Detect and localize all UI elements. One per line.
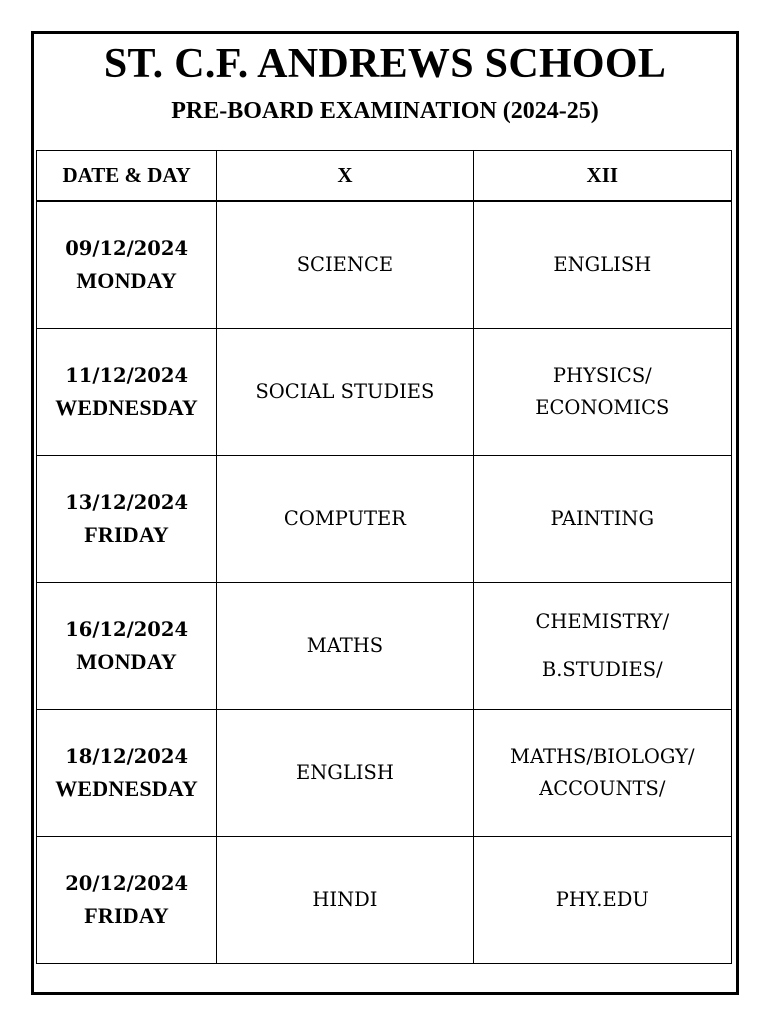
class-x-subject: COMPUTER xyxy=(283,507,406,530)
exam-date: 11/12/2024 xyxy=(65,364,189,387)
exam-date: 16/12/2024 xyxy=(65,618,189,641)
table-row xyxy=(37,201,732,329)
class-x-subject-cell xyxy=(217,583,473,710)
date-day-cell xyxy=(37,583,217,710)
table-row xyxy=(37,456,732,583)
class-x-subject: MATHS xyxy=(306,634,384,657)
class-xii-subject: PHYSICS/ xyxy=(552,364,652,387)
class-xii-subject: ENGLISH xyxy=(553,253,652,276)
exam-day: FRIDAY xyxy=(84,522,169,547)
class-xii-subject-cell xyxy=(473,837,731,964)
date-day-cell xyxy=(37,456,217,583)
exam-title: PRE-BOARD EXAMINATION (2024-25) xyxy=(171,98,599,124)
class-x-subject-cell xyxy=(217,201,473,329)
class-xii-subject: CHEMISTRY/ xyxy=(535,610,670,633)
date-day-cell xyxy=(37,837,217,964)
class-x-subject: HINDI xyxy=(312,888,378,911)
class-xii-subject-cell xyxy=(473,456,731,583)
table-row xyxy=(37,837,732,964)
header-date-day: DATE & DAY xyxy=(37,151,217,202)
exam-day: MONDAY xyxy=(76,268,177,293)
class-xii-subject: B.STUDIES/ xyxy=(541,658,663,681)
class-x-subject-cell xyxy=(217,710,473,837)
table-row xyxy=(37,583,732,710)
table-row xyxy=(37,329,732,456)
class-xii-subject-cell xyxy=(473,201,731,329)
header-class-xii: XII xyxy=(473,151,731,202)
exam-schedule-table xyxy=(36,150,732,964)
exam-day: MONDAY xyxy=(76,649,177,674)
class-xii-subject-cell xyxy=(473,710,731,837)
class-xii-subject-cell xyxy=(473,583,731,710)
class-xii-subject: ACCOUNTS/ xyxy=(539,777,666,800)
date-day-cell xyxy=(37,710,217,837)
exam-date: 09/12/2024 xyxy=(65,237,189,260)
date-day-cell xyxy=(37,201,217,329)
date-day-cell xyxy=(37,329,217,456)
document-frame xyxy=(31,31,739,995)
class-x-subject-cell xyxy=(217,837,473,964)
exam-date: 18/12/2024 xyxy=(65,745,189,768)
table-header-row xyxy=(37,151,732,202)
class-xii-subject: PHY.EDU xyxy=(555,888,649,911)
header-class-x: X xyxy=(217,151,473,202)
school-name: ST. C.F. ANDREWS SCHOOL xyxy=(103,41,667,87)
exam-day: WEDNESDAY xyxy=(55,776,199,801)
class-x-subject-cell xyxy=(217,329,473,456)
class-x-subject: SCIENCE xyxy=(296,253,394,276)
exam-day: FRIDAY xyxy=(84,903,169,928)
class-xii-subject-cell xyxy=(473,329,731,456)
class-xii-subject: MATHS/BIOLOGY/ xyxy=(510,745,695,768)
class-xii-subject: ECONOMICS xyxy=(535,396,670,419)
class-x-subject: ENGLISH xyxy=(295,761,394,784)
exam-date: 20/12/2024 xyxy=(65,872,189,895)
class-x-subject: SOCIAL STUDIES xyxy=(255,380,435,403)
class-xii-subject: PAINTING xyxy=(550,507,655,530)
table-row xyxy=(37,710,732,837)
exam-date: 13/12/2024 xyxy=(65,491,189,514)
exam-day: WEDNESDAY xyxy=(55,395,199,420)
class-x-subject-cell xyxy=(217,456,473,583)
